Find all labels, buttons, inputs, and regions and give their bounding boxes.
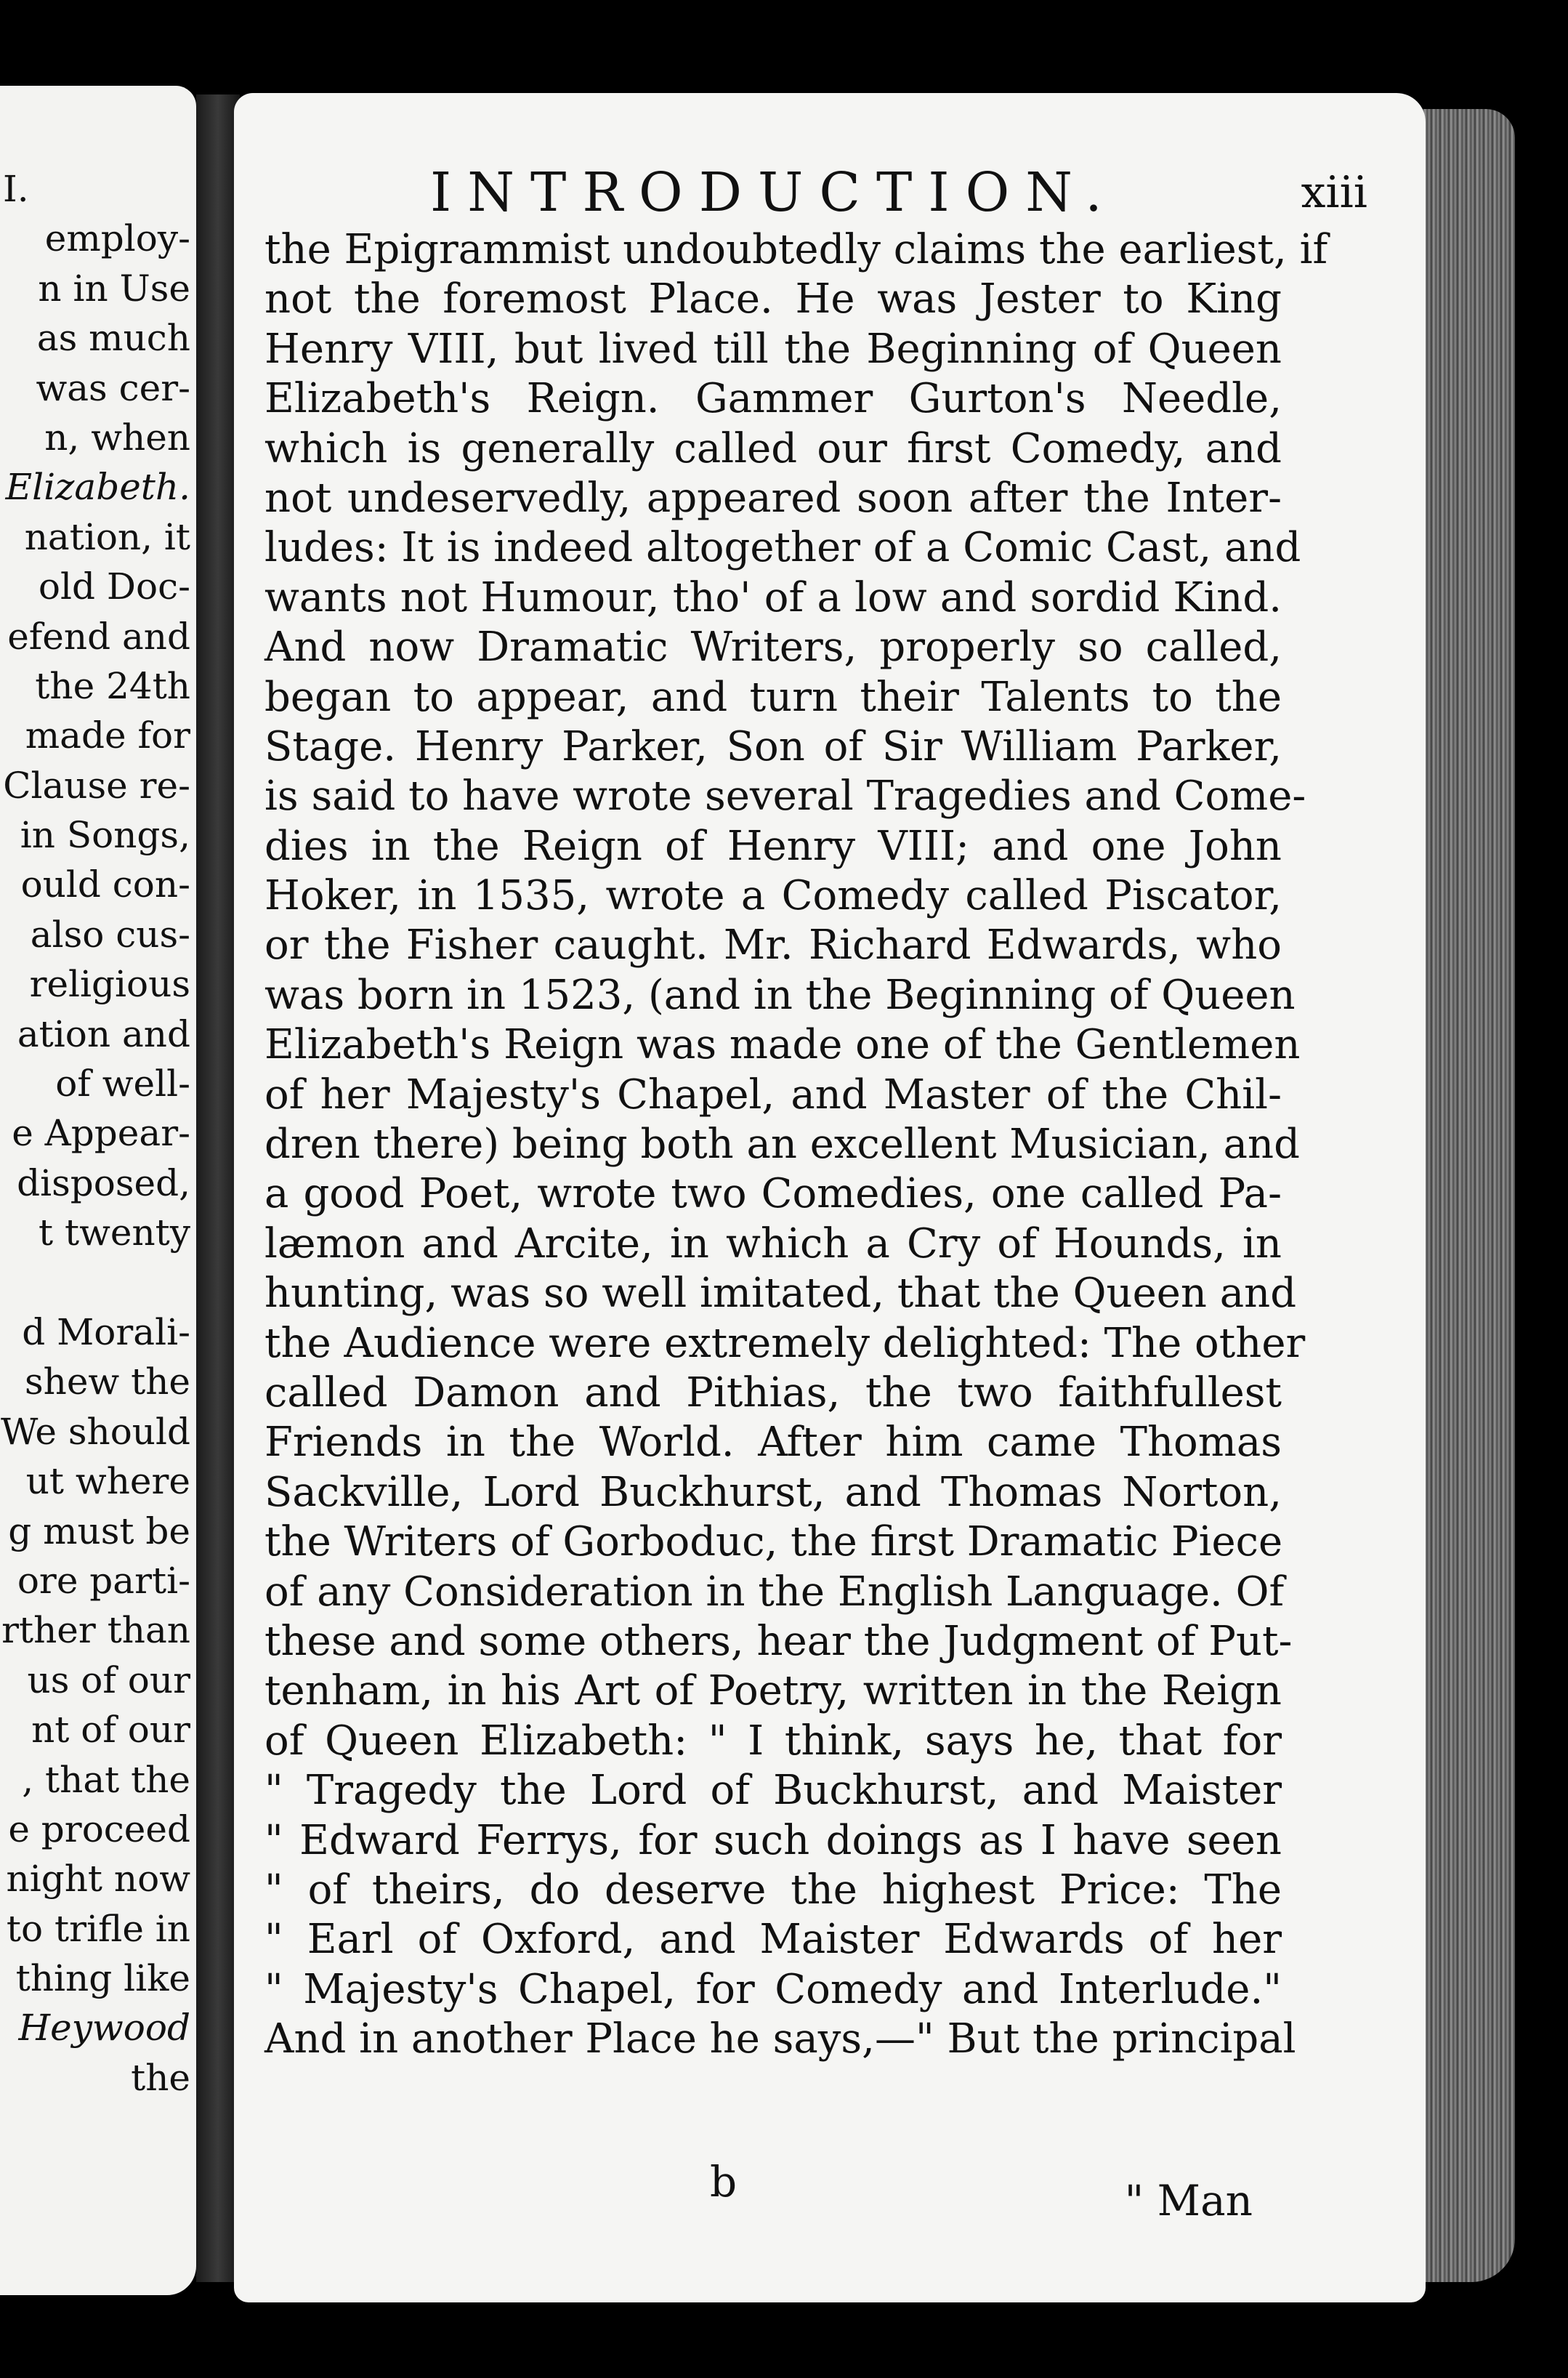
text-line: tenham, in his Art of Poetry, written in the Reign: [264, 1667, 1282, 1715]
text-line: " of theirs, do deserve the highest Price: The: [264, 1866, 1282, 1914]
left-line: of well-: [55, 1063, 190, 1105]
text-line: called Damon and Pithias, the two faithfullest: [264, 1369, 1282, 1416]
signature-mark: b: [710, 2157, 737, 2206]
body-text: [264, 225, 1328, 2064]
left-line: shew the: [24, 1361, 190, 1403]
left-line: We should: [1, 1410, 190, 1453]
left-line: rther than: [1, 1609, 190, 1652]
text-line: the Audience were extremely delighted: The other: [264, 1319, 1306, 1367]
text-line: " Tragedy the Lord of Buckhurst, and Maister: [264, 1767, 1282, 1815]
left-line: us of our: [27, 1658, 190, 1701]
text-line: And now Dramatic Writers, properly so called,: [264, 624, 1282, 672]
text-line: a good Poet, wrote two Comedies, one called Pa-: [264, 1170, 1282, 1218]
left-line: g must be: [8, 1510, 190, 1552]
text-line: not undeservedly, appeared soon after the Inter-: [264, 474, 1282, 522]
left-line: made for: [25, 714, 190, 757]
left-line: also cus-: [30, 913, 190, 956]
page-number: xiii: [1301, 167, 1367, 218]
left-line: ore parti-: [17, 1559, 190, 1602]
text-line: of Queen Elizabeth: " I think, says he, that for: [264, 1717, 1282, 1765]
left-line: d Morali-: [22, 1310, 190, 1353]
left-line: religious: [29, 963, 190, 1006]
text-line: " Edward Ferrys, for such doings as I have seen: [264, 1816, 1282, 1864]
left-line: to trifle in: [6, 1907, 190, 1950]
running-head: INTRODUCTION.: [430, 161, 1118, 224]
book-gutter: [196, 94, 240, 2282]
left-line: Heywood: [18, 2007, 190, 2049]
left-line: ation and: [17, 1012, 190, 1055]
text-line: ludes: It is indeed altogether of a Comic Cast, and: [264, 524, 1301, 572]
left-line: Elizabeth.: [5, 466, 190, 509]
text-line: Elizabeth's Reign. Gammer Gurton's Needle,: [264, 375, 1282, 423]
text-line: is said to have wrote several Tragedies and Come-: [264, 773, 1306, 821]
left-page: [0, 86, 196, 2295]
left-line: as much: [36, 317, 190, 360]
right-page: [234, 93, 1426, 2302]
left-line-gap: [0, 1258, 190, 1307]
text-line: " Majesty's Chapel, for Comedy and Interlude.": [264, 1965, 1282, 2013]
left-line: efend and: [7, 615, 190, 658]
text-line: or the Fisher caught. Mr. Richard Edwards, who: [264, 922, 1282, 970]
left-line: thing like: [15, 1957, 190, 2000]
text-line: Friends in the World. After him came Thomas: [264, 1419, 1282, 1467]
text-line: of her Majesty's Chapel, and Master of the Chil-: [264, 1071, 1282, 1119]
text-line: not the foremost Place. He was Jester to King: [264, 275, 1282, 323]
text-line: læmon and Arcite, in which a Cry of Hounds, in: [264, 1220, 1282, 1267]
left-line: employ-: [44, 217, 190, 260]
text-line: And in another Place he says,—" But the principal: [264, 2015, 1296, 2063]
left-line: night now: [6, 1858, 190, 1901]
page-header: [234, 160, 1426, 225]
left-page-text: [0, 164, 190, 2103]
text-line: wants not Humour, tho' of a low and sordid Kind.: [264, 573, 1282, 621]
text-line: Sackville, Lord Buckhurst, and Thomas Norton,: [264, 1468, 1282, 1516]
left-line: disposed,: [17, 1161, 190, 1204]
left-line: the: [131, 2056, 190, 2099]
text-line: " Earl of Oxford, and Maister Edwards of her: [264, 1916, 1282, 1964]
left-line: e proceed: [8, 1807, 190, 1850]
text-line: Stage. Henry Parker, Son of Sir William Parker,: [264, 722, 1282, 770]
left-line: Clause re-: [3, 764, 190, 807]
left-line: n, when: [44, 416, 190, 459]
text-line: which is generally called our first Comedy, and: [264, 424, 1282, 472]
text-line: dies in the Reign of Henry VIII; and one John: [264, 822, 1282, 870]
left-line: in Songs,: [20, 814, 190, 857]
text-line: the Epigrammist undoubtedly claims the earliest, if: [264, 226, 1328, 273]
left-line: was cer-: [36, 366, 190, 409]
left-line: nt of our: [31, 1709, 190, 1752]
text-line: hunting, was so well imitated, that the Queen and: [264, 1270, 1297, 1318]
left-line: t twenty: [38, 1212, 190, 1254]
left-line: old Doc-: [38, 565, 190, 608]
catchword: " Man: [1124, 2176, 1253, 2225]
text-line: Hoker, in 1535, wrote a Comedy called Piscator,: [264, 872, 1282, 920]
left-line: ut where: [25, 1460, 190, 1503]
text-line: dren there) being both an excellent Musician, and: [264, 1121, 1300, 1169]
left-line: nation, it: [24, 515, 190, 558]
text-line: Elizabeth's Reign was made one of the Gentlemen: [264, 1021, 1301, 1069]
text-line: the Writers of Gorboduc, the first Dramatic Piece: [264, 1518, 1283, 1566]
text-line: began to appear, and turn their Talents to the: [264, 673, 1282, 721]
text-line: was born in 1523, (and in the Beginning of Queen: [264, 971, 1296, 1019]
text-line: Henry VIII, but lived till the Beginning of Queen: [264, 325, 1282, 373]
left-line: the 24th: [35, 664, 190, 707]
text-line: these and some others, hear the Judgment of Put-: [264, 1617, 1293, 1665]
left-line: I.: [3, 168, 29, 210]
text-line: of any Consideration in the English Language. Of: [264, 1568, 1285, 1616]
left-line: n in Use: [38, 267, 190, 310]
left-line: ould con-: [20, 863, 190, 906]
left-line: e Appear-: [12, 1112, 190, 1155]
left-line: , that the: [22, 1758, 190, 1801]
